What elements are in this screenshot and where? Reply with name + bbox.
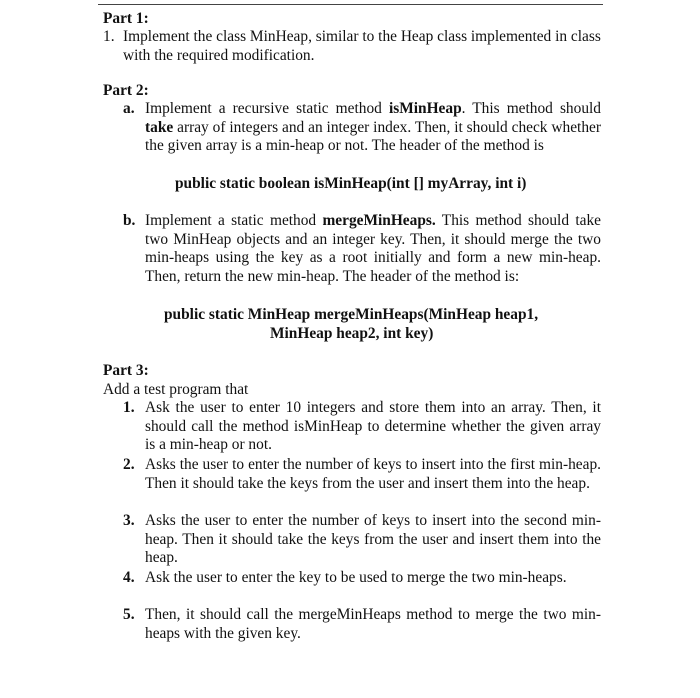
part2b-text-post: This method should take two MinHeap objects and an integer key. Then, it should merge the two min-heaps using the key as a root initially and form a new min-heap. Then, return the new min-heap. The header of the method is: <box>145 212 601 285</box>
part2b-signature-line2: MinHeap heap2, int key) <box>270 325 434 342</box>
part3-item-4-text: Ask the user to enter the key to be used to merge the two min-heaps. <box>145 569 567 586</box>
part3-item-2-text: Asks the user to enter the number of keys to insert into the first min-heap. Then it should take the keys from the user and insert them into the heap. <box>145 456 601 492</box>
part3-item-5-text: Then, it should call the mergeMinHeaps method to merge the two min-heaps with the given key. <box>145 606 601 642</box>
part1-text: Implement the class MinHeap, similar to the Heap class implemented in class with the required modification. <box>123 28 601 64</box>
part3-item-1-text: Ask the user to enter 10 integers and store them into an array. Then, it should call the method isMinHeap to determine whether the given array is a min-heap or not. <box>145 399 601 454</box>
part1-heading: Part 1: <box>103 10 149 27</box>
part3-item-1-number: 1. <box>123 399 135 416</box>
part2a-text-mid1: . This method should <box>461 100 601 117</box>
part2a-text <box>145 100 601 156</box>
part3-item-3-number: 3. <box>123 512 135 529</box>
part2b-method-name: mergeMinHeaps. <box>322 212 436 229</box>
part3-item-5-number: 5. <box>123 606 135 623</box>
part1-item-number: 1. <box>103 28 115 45</box>
part2b-signature-line1: public static MinHeap mergeMinHeaps(MinHeap heap1, <box>164 306 539 323</box>
part3-item-2-number: 2. <box>123 456 135 473</box>
part2a-signature: public static boolean isMinHeap(int [] myArray, int i) <box>175 175 527 192</box>
part2a-text-mid2: array of integers and an integer index. Then, it should check whether the given array is a min-heap or not. The header of the method is <box>145 118 601 155</box>
part2-heading: Part 2: <box>103 82 149 99</box>
part2b-text-pre: Implement a static method <box>145 212 317 229</box>
part1-item-text <box>123 28 601 65</box>
part3-item-3-text: Asks the user to enter the number of keys to insert into the second min-heap. Then it should take the keys from the user and insert them into the heap. <box>145 512 601 567</box>
part3-item-4-number: 4. <box>123 569 135 586</box>
top-rule <box>98 4 603 5</box>
part2a-method-name: isMinHeap <box>388 100 462 117</box>
part2a-text-pre: Implement a recursive static method <box>145 100 382 117</box>
part3-heading: Part 3: <box>103 362 149 379</box>
part3-intro: Add a test program that <box>103 381 249 398</box>
part2b-text <box>145 212 601 286</box>
part2a-take-word: take <box>145 118 174 136</box>
part2a-label: a. <box>123 100 135 117</box>
part2b-label: b. <box>123 212 136 229</box>
